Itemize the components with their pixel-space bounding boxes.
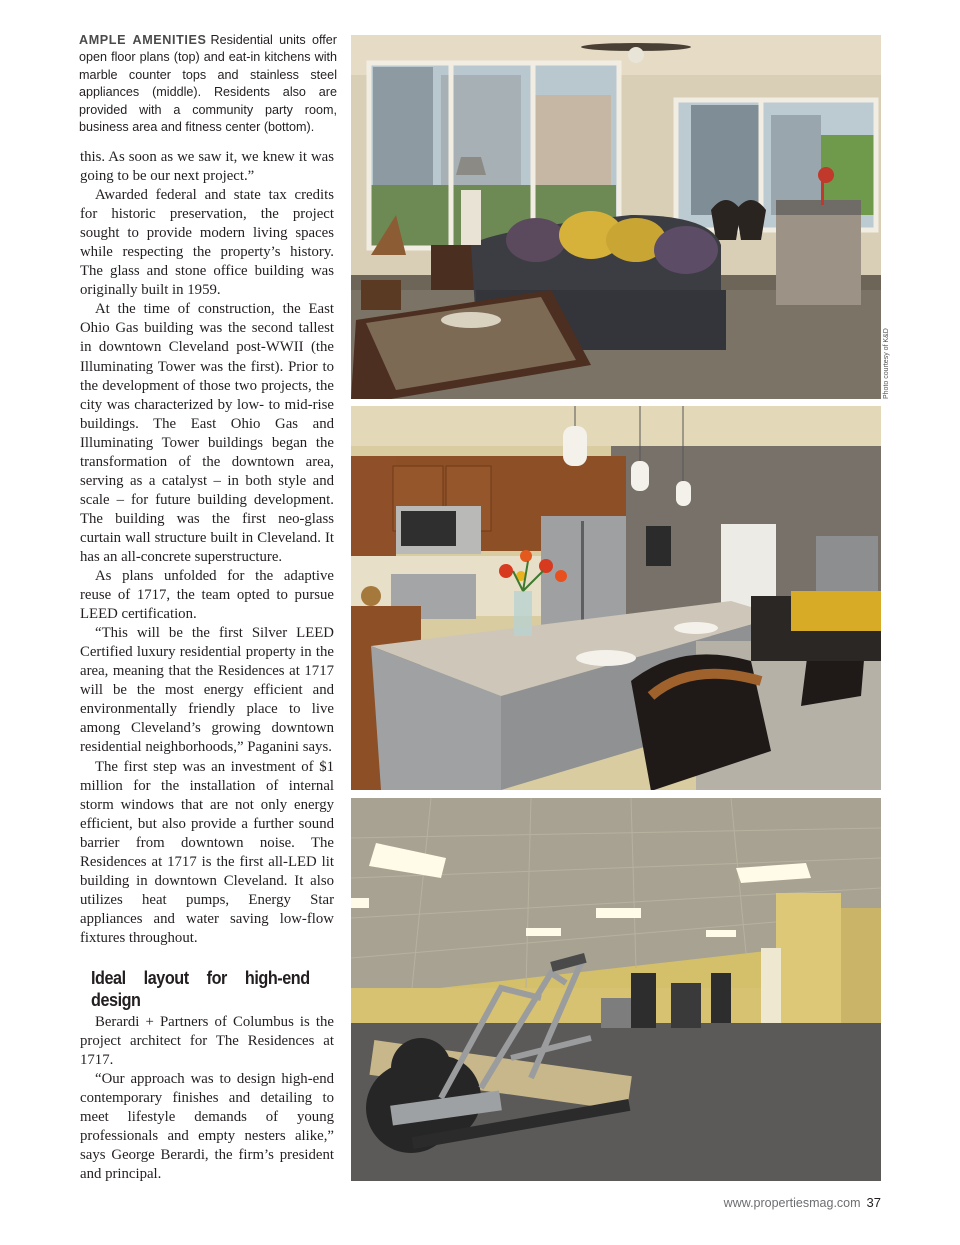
living-room-photo: [351, 35, 881, 399]
photo-caption: [79, 32, 337, 136]
fitness-center-photo: [351, 798, 881, 1181]
article-paragraph: this. As soon as we saw it, we knew it was going to be our next project.”: [80, 149, 334, 185]
article-paragraph: “Our approach was to design high-end contemporary finishes and detailing to meet lifestyle demands of young professionals and empty nesters alike,” says George Berardi, the firm’s president and principal.: [80, 1071, 334, 1183]
section-subheading: Ideal layout for high-end design: [91, 967, 310, 1010]
photo-credit: Photo courtesy of K&D: [883, 328, 890, 399]
article-paragraph: As plans unfolded for the adaptive reuse of 1717, the team opted to pursue LEED certification.: [80, 568, 334, 623]
footer-url[interactable]: www.propertiesmag.com: [723, 1196, 861, 1210]
page-number: 37: [866, 1195, 881, 1210]
article-paragraph: At the time of construction, the East Ohio Gas building was the second tallest in downtown Cleveland post-WWII (the Illuminating Tower was the first). Prior to the development of those two projects, the city was characterized by low- to mid-rise buildings. The East Ohio Gas and Illuminating Tower buildings began the transformation of the downtown area, serving as a catalyst – in both style and scale – for future building development. The building was the first neo-glass curtain wall structure built in Cleveland. It has an all-concrete superstructure.: [80, 301, 334, 565]
article-body: [80, 148, 334, 1184]
article-paragraph: Berardi + Partners of Columbus is the project architect for The Residences at 1717.: [80, 1013, 334, 1069]
article-paragraph: The first step was an investment of $1 million for the installation of internal storm windows that are not only energy efficient, but also provide a further sound barrier from downtown noise. The Residences at 1717 is the first all-LED lit building in downtown Cleveland. It also utilizes heat pumps, Energy Star appliances and water saving low-flow fixtures throughout.: [80, 758, 334, 946]
caption-lead: AMPLE AMENITIES: [79, 33, 207, 47]
kitchen-photo: [351, 406, 881, 790]
article-paragraph: “This will be the first Silver LEED Certified luxury residential property in the area, meaning that the Residences at 1717 will be the most energy efficient and environmentally friendly place to live among Cleveland’s growing downtown residential neighborhoods,” Paganini says.: [80, 625, 334, 756]
page-footer: [724, 1195, 881, 1210]
article-paragraph: Awarded federal and state tax credits for historic preservation, the project sought to provide modern living spaces while respecting the property’s history. The glass and stone office building was originally built in 1959.: [80, 187, 334, 299]
caption-text: Residential units offer open floor plans (top) and eat-in kitchens with marble counter tops and stainless steel appliances (middle). Residents also are provided with a community party room, business area and fitness center (bottom).: [79, 33, 337, 135]
